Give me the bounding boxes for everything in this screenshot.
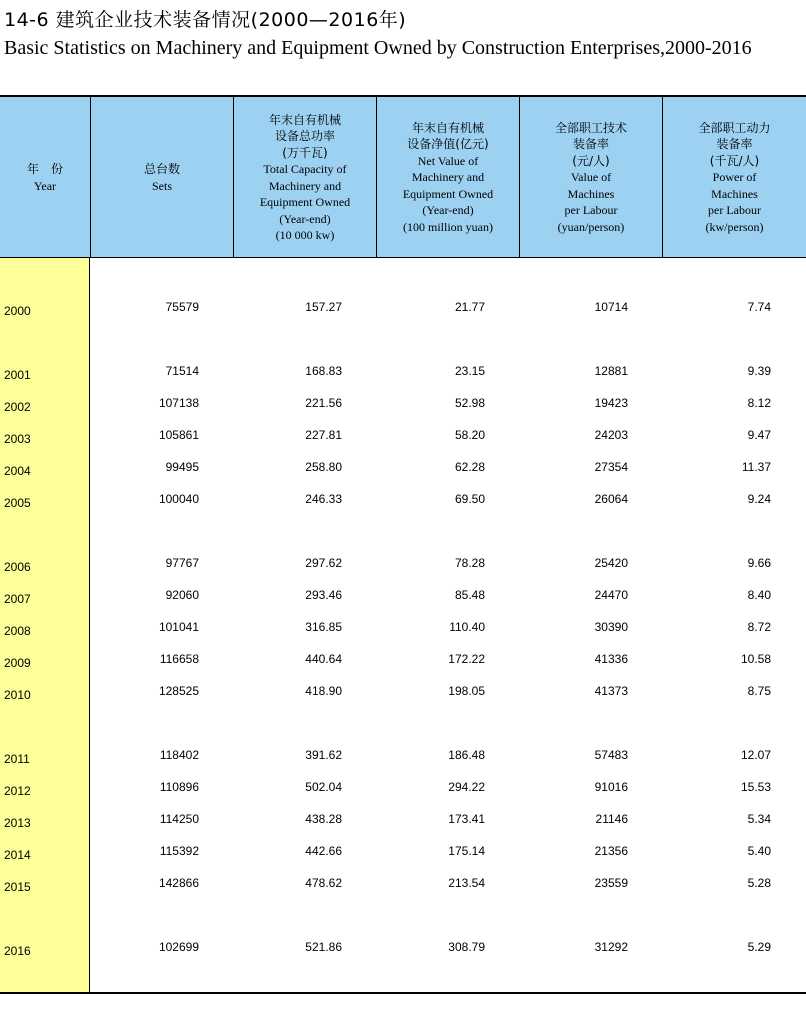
cell-year: 2001 [4,368,31,382]
header-line: Sets [151,178,172,193]
table-header [0,95,806,258]
cell-power-per-labour: 5.34 [747,812,771,826]
table-row [0,844,806,864]
header-line: (千瓦/人) [709,153,760,168]
cell-capacity: 157.27 [305,300,342,314]
header-line: (kw/person) [705,219,764,234]
cell-value-per-labour: 30390 [594,620,628,634]
cell-value-per-labour: 31292 [594,940,628,954]
header-line: Value of [570,170,612,185]
cell-sets: 116658 [159,652,199,666]
header-line: (yuan/person) [557,219,625,234]
cell-net-value: 85.48 [454,588,485,602]
cell-net-value: 308.79 [448,940,485,954]
cell-sets: 102699 [158,940,199,954]
cell-value-per-labour: 24470 [594,588,628,602]
table-row [0,812,806,832]
cell-power-per-labour: 8.12 [747,396,771,410]
header-line: 总台数 [143,162,180,176]
cell-value-per-labour: 27354 [594,460,628,474]
header-line: Total Capacity of [263,162,347,176]
cell-sets: 75579 [165,300,199,314]
cell-capacity: 478.62 [305,876,342,890]
cell-year: 2014 [4,848,31,862]
cell-power-per-labour: 5.28 [747,876,771,890]
header-line: 装备率 [716,137,753,152]
cell-capacity: 297.62 [305,556,342,570]
table-row [0,620,806,640]
cell-value-per-labour: 26064 [594,492,628,506]
cell-sets: 110896 [159,780,199,794]
cell-sets: 100040 [158,492,199,506]
cell-year: 2015 [4,880,31,894]
header-year [0,97,90,258]
cell-sets: 142866 [158,876,199,890]
header-sets [91,97,233,258]
cell-year: 2011 [4,752,30,766]
cell-net-value: 198.05 [448,684,485,698]
table-row [0,588,806,608]
header-line: Machinery and [411,170,485,185]
table-row [0,556,806,576]
cell-power-per-labour: 5.29 [747,940,771,954]
cell-power-per-labour: 11.37 [741,460,771,474]
header-line: Power of [712,170,757,185]
cell-capacity: 221.56 [305,396,342,410]
cell-net-value: 110.40 [449,620,485,634]
table-row [0,428,806,448]
table-row [0,396,806,416]
cell-power-per-labour: 9.47 [747,428,771,442]
cell-year: 2005 [4,496,31,510]
cell-capacity: 521.86 [305,940,342,954]
cell-net-value: 173.41 [448,812,485,826]
header-line: 年 份 [26,162,63,176]
header-line: Equipment Owned [259,195,351,209]
cell-sets: 71514 [165,364,199,378]
header-value-per-labour [520,97,662,258]
cell-capacity: 316.85 [305,620,342,634]
cell-year: 2002 [4,400,31,414]
cell-power-per-labour: 9.24 [747,492,771,506]
cell-sets: 105861 [158,428,199,442]
cell-value-per-labour: 41336 [594,652,628,666]
cell-net-value: 294.22 [448,780,485,794]
header-line: (元/人) [572,153,610,168]
cell-year: 2010 [4,688,31,702]
cell-capacity: 442.66 [305,844,342,858]
cell-net-value: 58.20 [454,428,485,442]
table-row [0,460,806,480]
cell-power-per-labour: 9.66 [747,556,771,570]
cell-sets: 115392 [159,844,199,858]
header-line: per Labour [564,203,618,218]
cell-power-per-labour: 9.39 [747,364,771,378]
cell-value-per-labour: 21146 [595,812,628,826]
header-line: 设备总功率 [274,129,335,143]
cell-capacity: 438.28 [305,812,342,826]
header-capacity [234,97,376,258]
header-line: (Year-end) [422,203,474,218]
cell-power-per-labour: 15.53 [740,780,771,794]
cell-power-per-labour: 5.40 [747,844,771,858]
table-row [0,364,806,384]
cell-value-per-labour: 91016 [594,780,628,794]
cell-year: 2004 [4,464,31,478]
header-line: Year [33,178,57,193]
cell-value-per-labour: 19423 [594,396,628,410]
cell-sets: 92060 [165,588,199,602]
cell-year: 2008 [4,624,31,638]
header-line: Machinery and [268,178,342,193]
table-title-en: Basic Statistics on Machinery and Equipment Owned by Construction Enterprises,2000-2016 [4,37,752,59]
header-line: 全部职工技术 [554,120,627,135]
cell-value-per-labour: 57483 [594,748,628,762]
cell-value-per-labour: 41373 [594,684,628,698]
cell-capacity: 168.83 [305,364,342,378]
cell-value-per-labour: 21356 [594,844,628,858]
table-row [0,684,806,704]
cell-capacity: 440.64 [305,652,342,666]
cell-year: 2000 [4,304,31,318]
table-row [0,300,806,320]
table-row [0,652,806,672]
cell-year: 2003 [4,432,31,446]
header-power-per-labour [663,97,806,258]
cell-value-per-labour: 23559 [594,876,628,890]
cell-power-per-labour: 8.72 [747,620,771,634]
cell-value-per-labour: 24203 [594,428,628,442]
header-line: Machines [711,186,758,201]
cell-net-value: 52.98 [454,396,485,410]
header-line: 年末自有机械 [268,112,341,127]
cell-capacity: 258.80 [305,460,342,474]
table-row [0,876,806,896]
cell-capacity: 391.62 [305,748,342,762]
cell-year: 2009 [4,656,31,670]
cell-net-value: 62.28 [454,460,485,474]
table-row [0,492,806,512]
cell-power-per-labour: 8.75 [747,684,771,698]
cell-year: 2012 [4,784,31,798]
cell-year: 2013 [4,816,31,830]
cell-net-value: 78.28 [454,556,485,570]
cell-sets: 114250 [159,812,199,826]
cell-net-value: 213.54 [448,876,485,890]
data-table [0,95,806,995]
table-bottom-rule [0,992,806,994]
table-title-zh: 14-6 建筑企业技术装备情况(2000—2016年) [4,9,407,31]
cell-power-per-labour: 10.58 [740,652,771,666]
header-line: 装备率 [572,137,609,152]
header-line: 设备净值(亿元) [407,137,489,152]
cell-power-per-labour: 7.74 [747,300,771,314]
cell-sets: 107138 [158,396,199,410]
table-row [0,940,806,960]
cell-capacity: 502.04 [305,780,342,794]
cell-value-per-labour: 25420 [594,556,628,570]
header-line: (10 000 kw) [275,228,335,242]
header-line: 全部职工动力 [698,120,771,135]
header-line: Machines [567,186,615,201]
cell-capacity: 246.33 [305,492,342,506]
cell-year: 2006 [4,560,31,574]
cell-capacity: 227.81 [305,428,342,442]
header-line: Equipment Owned [402,186,494,201]
cell-net-value: 21.77 [454,300,485,314]
header-line: (万千瓦) [282,145,328,160]
cell-power-per-labour: 8.40 [747,588,771,602]
cell-year: 2007 [4,592,31,606]
cell-power-per-labour: 12.07 [740,748,771,762]
table-row [0,780,806,800]
cell-value-per-labour: 10714 [594,300,628,314]
cell-sets: 101041 [158,620,199,634]
cell-year: 2016 [4,944,31,958]
header-line: per Labour [708,203,761,218]
cell-capacity: 293.46 [305,588,342,602]
header-line: 年末自有机械 [411,120,484,135]
cell-value-per-labour: 12881 [594,364,628,378]
cell-net-value: 69.50 [454,492,485,506]
cell-net-value: 172.22 [448,652,485,666]
header-line: Net Value of [417,153,479,168]
cell-sets: 118402 [159,748,199,762]
header-line: (Year-end) [279,211,331,226]
header-net-value [377,97,519,258]
table-row [0,748,806,768]
cell-sets: 97767 [165,556,199,570]
cell-capacity: 418.90 [305,684,342,698]
cell-net-value: 23.15 [454,364,485,378]
cell-sets: 128525 [158,684,199,698]
cell-net-value: 175.14 [448,844,485,858]
cell-sets: 99495 [165,460,199,474]
header-line: (100 million yuan) [402,219,493,234]
cell-net-value: 186.48 [448,748,485,762]
